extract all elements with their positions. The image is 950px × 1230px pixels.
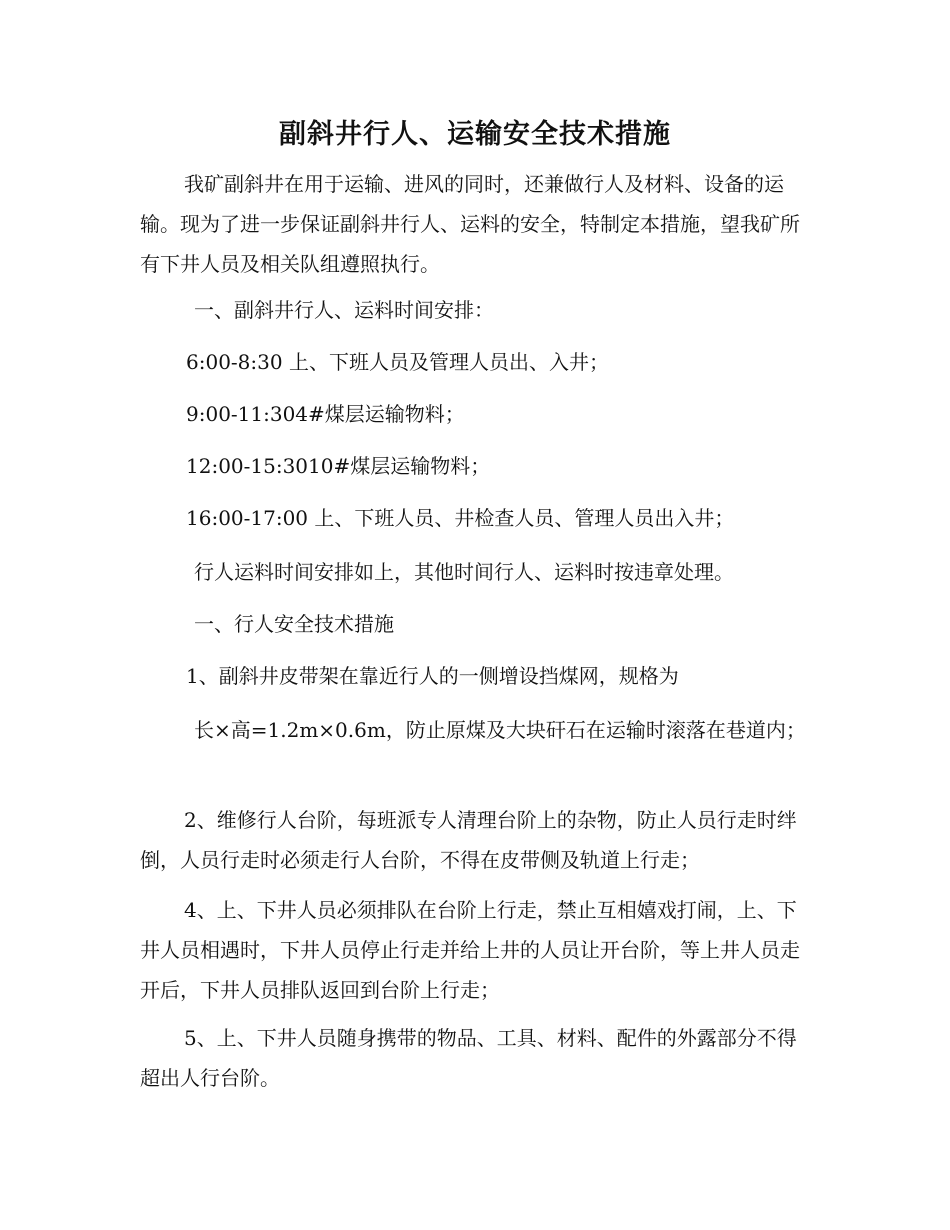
intro-paragraph: 我矿副斜井在用于运输、进风的同时，还兼做行人及材料、设备的运输。现为了进一步保证副斜井行人、运料的安全，特制定本措施，望我矿所有下井人员及相关队组遵照执行。 <box>140 172 800 276</box>
document-title: 副斜井行人、运输安全技术措施 <box>279 119 671 150</box>
section2-heading: 一、行人安全技术措施 <box>194 612 394 636</box>
section1-heading: 一、副斜井行人、运料时间安排： <box>194 298 494 322</box>
schedule-note: 行人运料时间安排如上，其他时间行人、运料时按违章处理。 <box>194 560 734 584</box>
item-1-line-1: 1、副斜井皮带架在靠近行人的一侧增设挡煤网，规格为 <box>186 664 679 688</box>
schedule-item-1: 6:00-8:30 上、下班人员及管理人员出、入井； <box>186 350 609 374</box>
item-2-paragraph: 2、维修行人台阶，每班派专人清理台阶上的杂物，防止人员行走时绊倒，人员行走时必须走行人台阶，不得在皮带侧及轨道上行走； <box>140 808 797 872</box>
schedule-item-3: 12:00-15:3010#煤层运输物料； <box>186 454 491 478</box>
item-5-paragraph: 5、上、下井人员随身携带的物品、工具、材料、配件的外露部分不得超出人行台阶。 <box>140 1026 797 1090</box>
item-1-line-2: 长×高=1.2m×0.6m，防止原煤及大块矸石在运输时滚落在巷道内； <box>194 718 806 742</box>
schedule-item-4: 16:00-17:00 上、下班人员、井检查人员、管理人员出入井； <box>186 506 735 530</box>
schedule-item-2: 9:00-11:304#煤层运输物料； <box>186 402 465 426</box>
item-4-paragraph: 4、上、下井人员必须排队在台阶上行走，禁止互相嬉戏打闹，上、下井人员相遇时，下井人员停止行走并给上井的人员让开台阶，等上井人员走开后，下井人员排队返回到台阶上行走； <box>140 898 800 1002</box>
